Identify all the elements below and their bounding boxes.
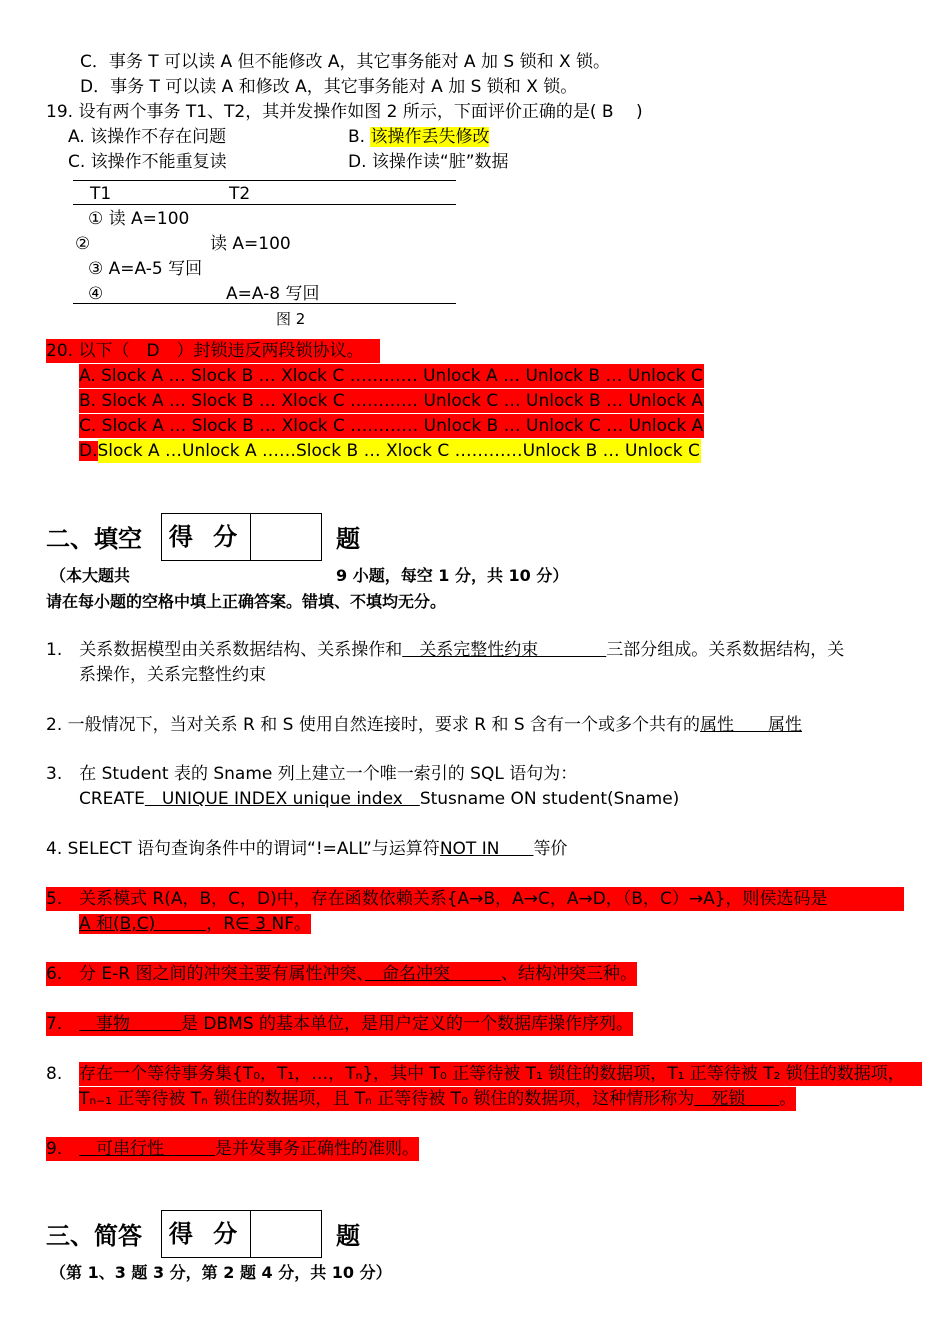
q20-option-b: B. Slock A … Slock B … Xlock C ………… Unlock C … Unlock B … Unlock A: [79, 391, 704, 411]
fill-q6: 6. 分 E-R 图之间的冲突主要有属性冲突、 命名冲突 、结构冲突三种。: [46, 964, 637, 984]
section-2-info-right: 9 小题，每空 1 分，共 10 分）: [336, 566, 569, 585]
fill-q7-answer: 事物: [79, 1014, 181, 1034]
q20-option-c: C. Slock A … Slock B … Xlock C ………… Unlock B … Unlock C … Unlock A: [79, 416, 704, 436]
section-2-instruction: 请在每小题的空格中填上正确答案。错填、不填均无分。: [46, 592, 447, 611]
fill-q3-answer: UNIQUE INDEX unique index: [144, 789, 420, 809]
table-row-4-t2: A=A-8 写回: [226, 284, 320, 304]
q19-option-d: D. 该操作读“脏”数据: [348, 152, 509, 172]
q20-option-d-label: D.: [79, 441, 98, 461]
q19-option-a: A. 该操作不存在问题: [68, 127, 227, 147]
q19-option-b: B. 该操作丢失修改: [348, 127, 490, 147]
q19-answer-highlight: 该操作丢失修改: [370, 127, 490, 147]
table-row-3: ③ A=A-5 写回: [88, 259, 203, 279]
q19-option-c: C. 该操作不能重复读: [68, 152, 227, 172]
fill-q1-line2: 系操作，关系完整性约束: [79, 665, 266, 685]
fill-q3-line2: CREATE UNIQUE INDEX unique index Stusname ON student(Sname): [79, 789, 680, 809]
fill-q9-answer: 可串行性: [79, 1139, 215, 1159]
table-row-1: ① 读 A=100: [88, 209, 190, 229]
q20-option-d-text: Slock A …Unlock A ……Slock B … Xlock C …………Unlock B … Unlock C: [97, 441, 700, 461]
table-bottom-rule: [73, 303, 456, 304]
section-2-ti: 题: [336, 525, 360, 553]
table-header-rule: [73, 204, 456, 205]
fill-q4: 4. SELECT 语句查询条件中的谓词“!=ALL”与运算符NOT IN 等价: [46, 839, 568, 859]
section-3-title: 三、简答: [46, 1222, 142, 1250]
fill-q5-answer-nf: 3: [249, 914, 272, 934]
q20-option-a: A. Slock A … Slock B … Xlock C ………… Unlock A … Unlock B … Unlock C: [79, 366, 703, 386]
fill-q8-line2: Tₙ₋₁ 正等待被 Tₙ 锁住的数据项，且 Tₙ 正等待被 T₀ 锁住的数据项，这种情形称为 死锁 。: [79, 1089, 797, 1109]
q20-stem: 20. 以下（ D ）封锁违反两段锁协议。: [46, 339, 380, 363]
q19-stem: 19. 设有两个事务 T1、T2，其并发操作如图 2 所示，下面评价正确的是( B ): [46, 102, 643, 122]
section-2-score-box: [161, 513, 322, 561]
fill-q1-line1: 1. 关系数据模型由关系数据结构、关系操作和 关系完整性约束 三部分组成。关系数据结构，关: [46, 640, 845, 660]
table-row-2-t2: 读 A=100: [210, 234, 291, 254]
fill-q3-line1: 3. 在 Student 表的 Sname 列上建立一个唯一索引的 SQL 语句为：: [46, 764, 578, 784]
figure-caption: 图 2: [276, 310, 306, 328]
table-header-t1: T1: [90, 184, 112, 204]
fill-q8-answer: 死锁: [694, 1089, 780, 1109]
table-header-t2: T2: [229, 184, 251, 204]
fill-q7: 7. 事物 是 DBMS 的基本单位，是用户定义的一个数据库操作序列。: [46, 1014, 634, 1034]
fill-q5-line2: A 和(B,C) ，R∈ 3 NF。: [79, 914, 311, 934]
fill-q6-answer: 命名冲突: [365, 964, 501, 984]
table-row-2-step: ②: [75, 234, 91, 254]
fill-q2-answer: 属性 属性: [700, 715, 803, 735]
section-3-note: （第 1、3 题 3 分，第 2 题 4 分，共 10 分）: [50, 1263, 392, 1282]
fill-q9: 9. 可串行性 是并发事务正确性的准则。: [46, 1139, 419, 1159]
q18-option-c: C．事务 T 可以读 A 但不能修改 A，其它事务能对 A 加 S 锁和 X 锁。: [80, 52, 611, 72]
fill-q5-answer: A 和(B,C): [79, 914, 207, 934]
fill-q5-line1: 5. 关系模式 R(A，B，C，D)中，存在函数依赖关系{A→B，A→C，A→D，（B，C）→A}，则侯选码是: [46, 887, 904, 911]
fill-q8-line1: 8. 存在一个等待事务集{T₀，T₁，…，Tₙ}，其中 T₀ 正等待被 T₁ 锁住的数据项，T₁ 正等待被 T₂ 锁住的数据项，: [46, 1062, 922, 1086]
section-3-score-box: [161, 1210, 322, 1258]
fill-q2: 2. 一般情况下，当对关系 R 和 S 使用自然连接时，要求 R 和 S 含有一个或多个共有的属性 属性: [46, 715, 803, 735]
table-row-4-step: ④: [88, 284, 104, 304]
q18-option-d: D．事务 T 可以读 A 和修改 A，其它事务能对 A 加 S 锁和 X 锁。: [80, 77, 578, 97]
section-2-info-left: （本大题共: [50, 566, 131, 585]
section-3-score-label: 得 分: [162, 1211, 251, 1257]
section-2-title: 二、填空: [46, 525, 142, 553]
section-2-score-label: 得 分: [162, 514, 251, 560]
fill-q4-answer: NOT IN: [439, 839, 534, 859]
table-top-rule: [73, 180, 456, 181]
section-3-ti: 题: [336, 1222, 360, 1250]
fill-q1-answer: 关系完整性约束: [402, 640, 607, 660]
q20-option-d: [79, 439, 701, 463]
